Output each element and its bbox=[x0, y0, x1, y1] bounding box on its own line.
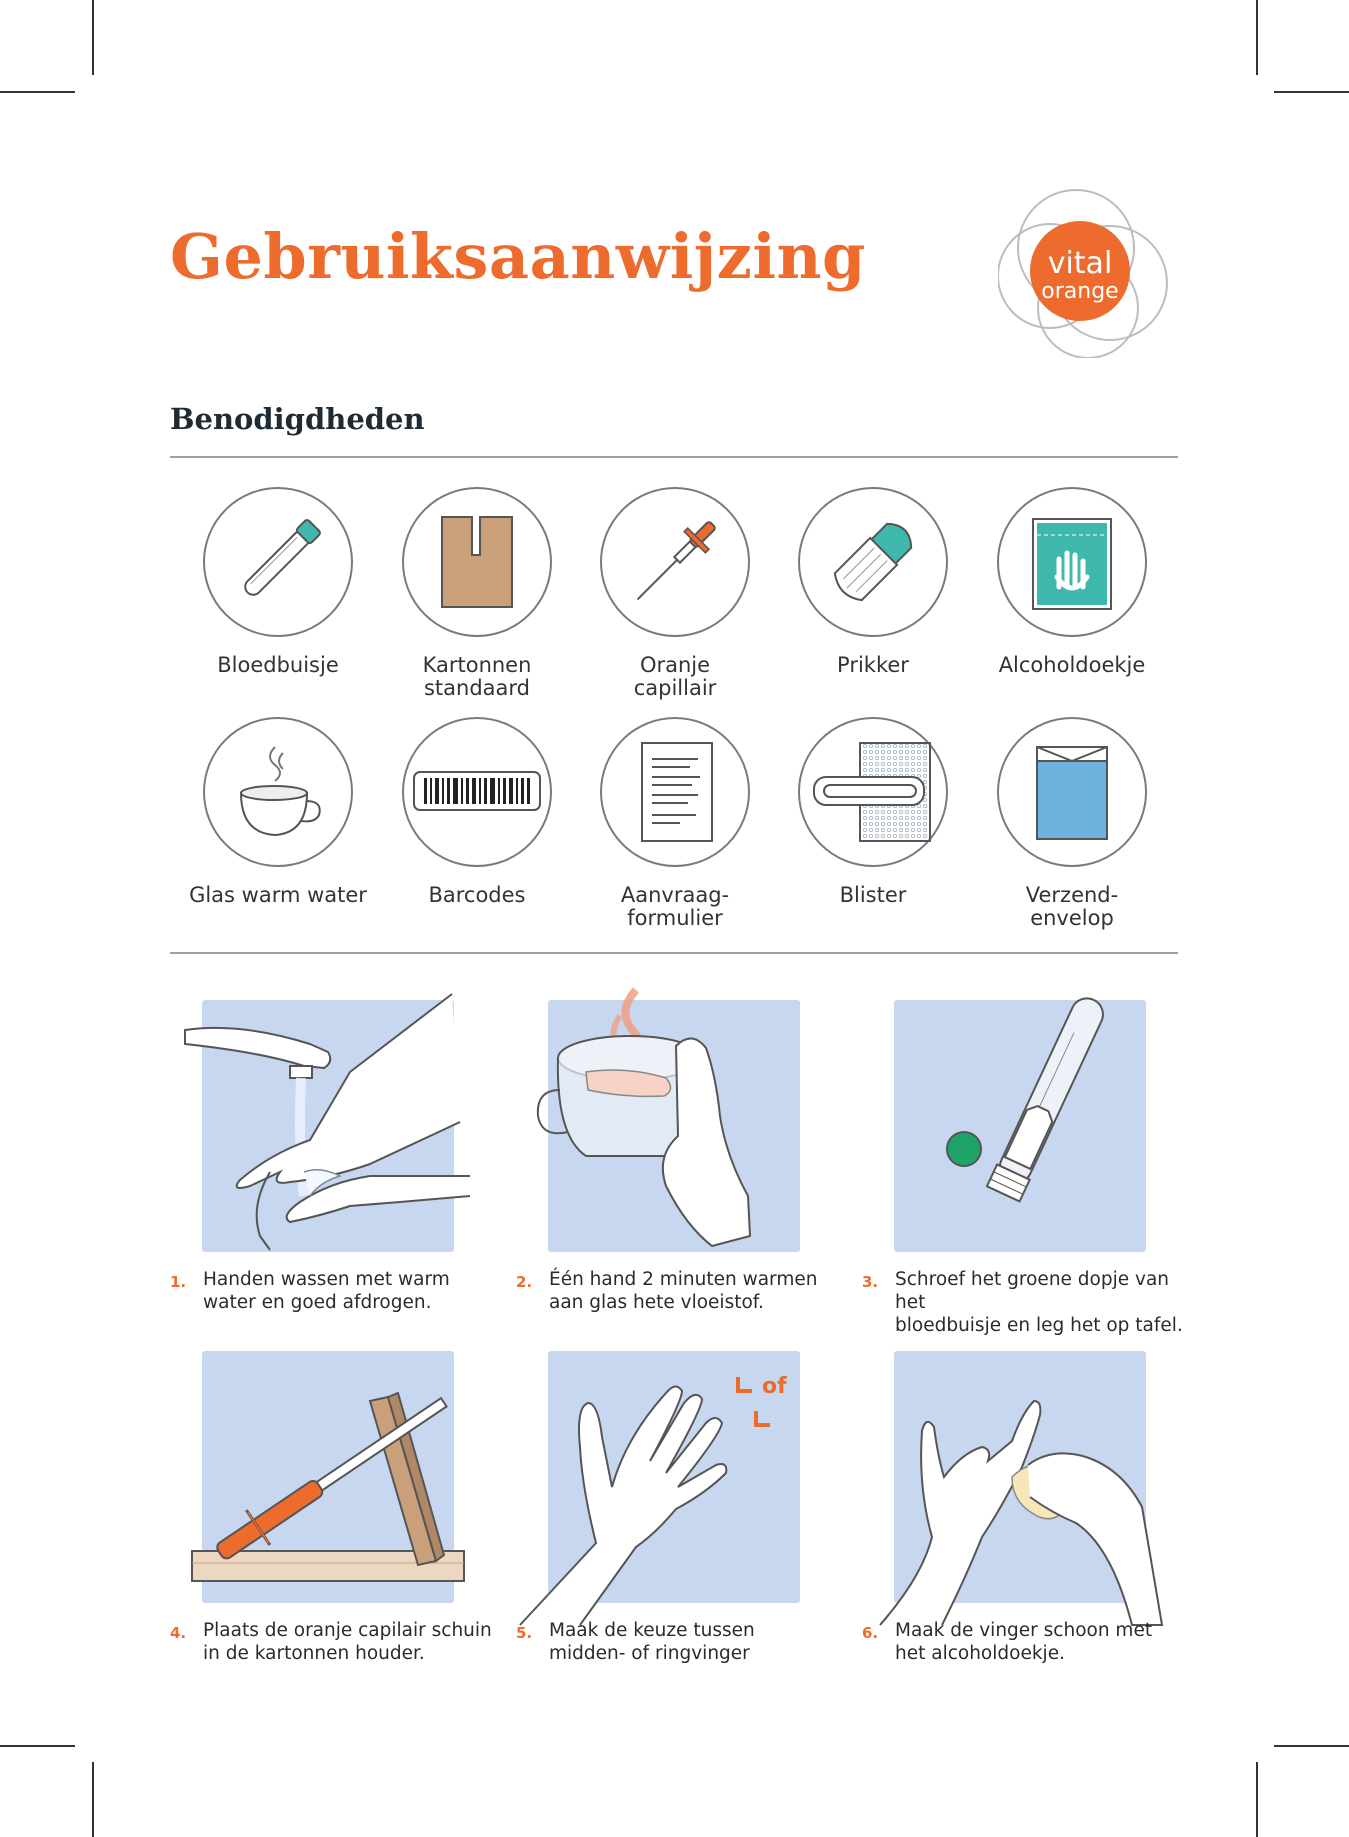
supply-item bbox=[773, 487, 973, 677]
lancet-icon bbox=[818, 507, 928, 617]
alcohol-wipe-icon bbox=[1017, 507, 1127, 617]
finger-choice-icon bbox=[516, 1337, 846, 1627]
supply-item bbox=[178, 717, 378, 907]
supply-label: Barcodes bbox=[428, 883, 526, 907]
supply-item bbox=[575, 717, 775, 930]
step-text: Maak de vinger schoon met het alcoholdoekje. bbox=[895, 1620, 1153, 1664]
supply-label: Verzend- envelop bbox=[1025, 883, 1119, 930]
cardboard-stand-icon bbox=[422, 507, 532, 617]
supply-label: Blister bbox=[839, 883, 907, 907]
section-heading: Benodigdheden bbox=[170, 402, 425, 436]
step-number: 6. bbox=[862, 1624, 879, 1642]
capillary-holder-icon bbox=[170, 1337, 500, 1627]
supply-circle bbox=[997, 487, 1147, 637]
supply-circle bbox=[798, 717, 948, 867]
crop-mark bbox=[1256, 1762, 1258, 1837]
logo-line2: orange bbox=[1041, 279, 1119, 304]
step-number: 3. bbox=[862, 1273, 879, 1291]
step-text: Plaats de oranje capilair schuin in de kartonnen houder. bbox=[203, 1620, 492, 1664]
finger-cleaning-icon bbox=[862, 1337, 1192, 1627]
step-text: Één hand 2 minuten warmen aan glas hete vloeistof. bbox=[549, 1269, 818, 1313]
supply-label: Prikker bbox=[837, 653, 909, 677]
supply-label: Aanvraag- formulier bbox=[620, 883, 730, 930]
orange-capillary-icon bbox=[620, 507, 730, 617]
crop-mark bbox=[1256, 0, 1258, 75]
hand-washing-icon bbox=[170, 986, 500, 1276]
crop-mark bbox=[0, 91, 75, 93]
crop-mark bbox=[0, 1745, 75, 1747]
step-number: 4. bbox=[170, 1624, 187, 1642]
logo-line1: vital bbox=[1047, 246, 1113, 281]
step-number: 1. bbox=[170, 1273, 187, 1291]
form-icon bbox=[620, 737, 730, 847]
supply-circle bbox=[402, 717, 552, 867]
step-number: 2. bbox=[516, 1273, 533, 1291]
supply-label: Oranje capillair bbox=[633, 653, 717, 700]
crop-mark bbox=[92, 1762, 94, 1837]
page-title: Gebruiksaanwijzing bbox=[170, 220, 866, 293]
supply-item bbox=[377, 717, 577, 907]
step-text: Schroef het groene dopje van het bloedbuisje en leg het op tafel. bbox=[895, 1269, 1183, 1336]
supply-item bbox=[178, 487, 378, 677]
barcode-icon bbox=[412, 762, 542, 822]
supply-circle bbox=[997, 717, 1147, 867]
blister-icon bbox=[808, 737, 938, 847]
supply-item bbox=[575, 487, 775, 700]
envelope-icon bbox=[1017, 737, 1127, 847]
crop-mark bbox=[92, 0, 94, 75]
vital-orange-logo bbox=[998, 188, 1168, 358]
supply-item bbox=[377, 487, 577, 700]
divider bbox=[170, 952, 1178, 954]
supply-circle bbox=[203, 487, 353, 637]
warm-cup-icon bbox=[223, 737, 333, 847]
blood-tube-icon bbox=[223, 507, 333, 617]
crop-mark bbox=[1274, 91, 1349, 93]
supply-circle bbox=[798, 487, 948, 637]
step-text: Maak de keuze tussen midden- of ringvinger bbox=[549, 1620, 755, 1664]
divider bbox=[170, 456, 1178, 458]
step-text: Handen wassen met warm water en goed afdrogen. bbox=[203, 1269, 450, 1313]
supply-label: Alcoholdoekje bbox=[998, 653, 1146, 677]
supply-circle bbox=[600, 717, 750, 867]
supply-label: Bloedbuisje bbox=[217, 653, 339, 677]
supply-item bbox=[773, 717, 973, 907]
supply-circle bbox=[600, 487, 750, 637]
finger-choice-marker: of bbox=[762, 1374, 787, 1399]
crop-mark bbox=[1274, 1745, 1349, 1747]
supply-item bbox=[972, 717, 1172, 930]
supply-item bbox=[972, 487, 1172, 677]
supply-circle bbox=[402, 487, 552, 637]
tube-cap-icon bbox=[862, 986, 1192, 1276]
supply-label: Glas warm water bbox=[189, 883, 367, 907]
supply-label: Kartonnen standaard bbox=[422, 653, 532, 700]
supply-circle bbox=[203, 717, 353, 867]
hand-warming-icon bbox=[516, 986, 846, 1276]
step-number: 5. bbox=[516, 1624, 533, 1642]
